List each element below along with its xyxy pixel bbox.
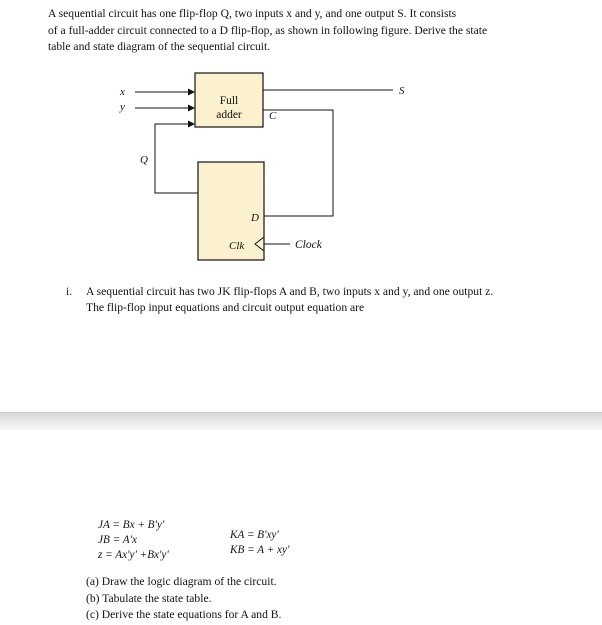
question-b: (b) Tabulate the state table. — [86, 591, 212, 605]
equation-ja: JA = Bx + B'y' — [98, 519, 165, 531]
clock-label: Clock — [295, 239, 322, 251]
question-c: (c) Derive the state equations for A and B. — [86, 608, 282, 621]
problem-line: table and state diagram of the sequential circuit. — [48, 40, 271, 53]
problem-line: of a full-adder circuit connected to a D flip-flop, as shown in following figure. Derive the state — [48, 23, 488, 37]
equation-ka: KA = B'xy' — [230, 529, 279, 541]
item-line: The flip-flop input equations and circuit output equation are — [86, 301, 365, 314]
page-divider — [0, 412, 602, 430]
q-label: Q — [140, 154, 148, 166]
equation-kb: KB = A + xy' — [230, 544, 290, 556]
equation-z: z = Ax'y' +Bx'y' — [98, 549, 169, 561]
question-a: (a) Draw the logic diagram of the circuit. — [86, 575, 277, 588]
carry-label: C — [269, 110, 277, 122]
full-adder-label-2: adder — [216, 109, 242, 121]
item-line: A sequential circuit has two JK flip-flops A and B, two inputs x and y, and one output z. — [86, 285, 494, 298]
y-input-label: y — [120, 101, 125, 113]
d-input-label: D — [251, 212, 259, 224]
circuit-diagram — [0, 0, 602, 290]
item-number: i. — [66, 285, 73, 298]
problem-line: A sequential circuit has one flip-flop Q, two inputs x and y, and one output S. It consists — [48, 7, 457, 20]
equations-left — [98, 518, 169, 563]
equation-jb: JB = A'x — [98, 534, 137, 546]
full-adder-label-1: Full — [219, 95, 239, 107]
equations-right — [230, 528, 289, 558]
questions-list — [86, 574, 281, 624]
carry-wire — [263, 110, 333, 216]
q-feedback-wire — [155, 124, 198, 193]
s-output-label: S — [399, 85, 405, 97]
x-input-label: x — [120, 86, 125, 98]
clk-label: Clk — [229, 240, 245, 252]
